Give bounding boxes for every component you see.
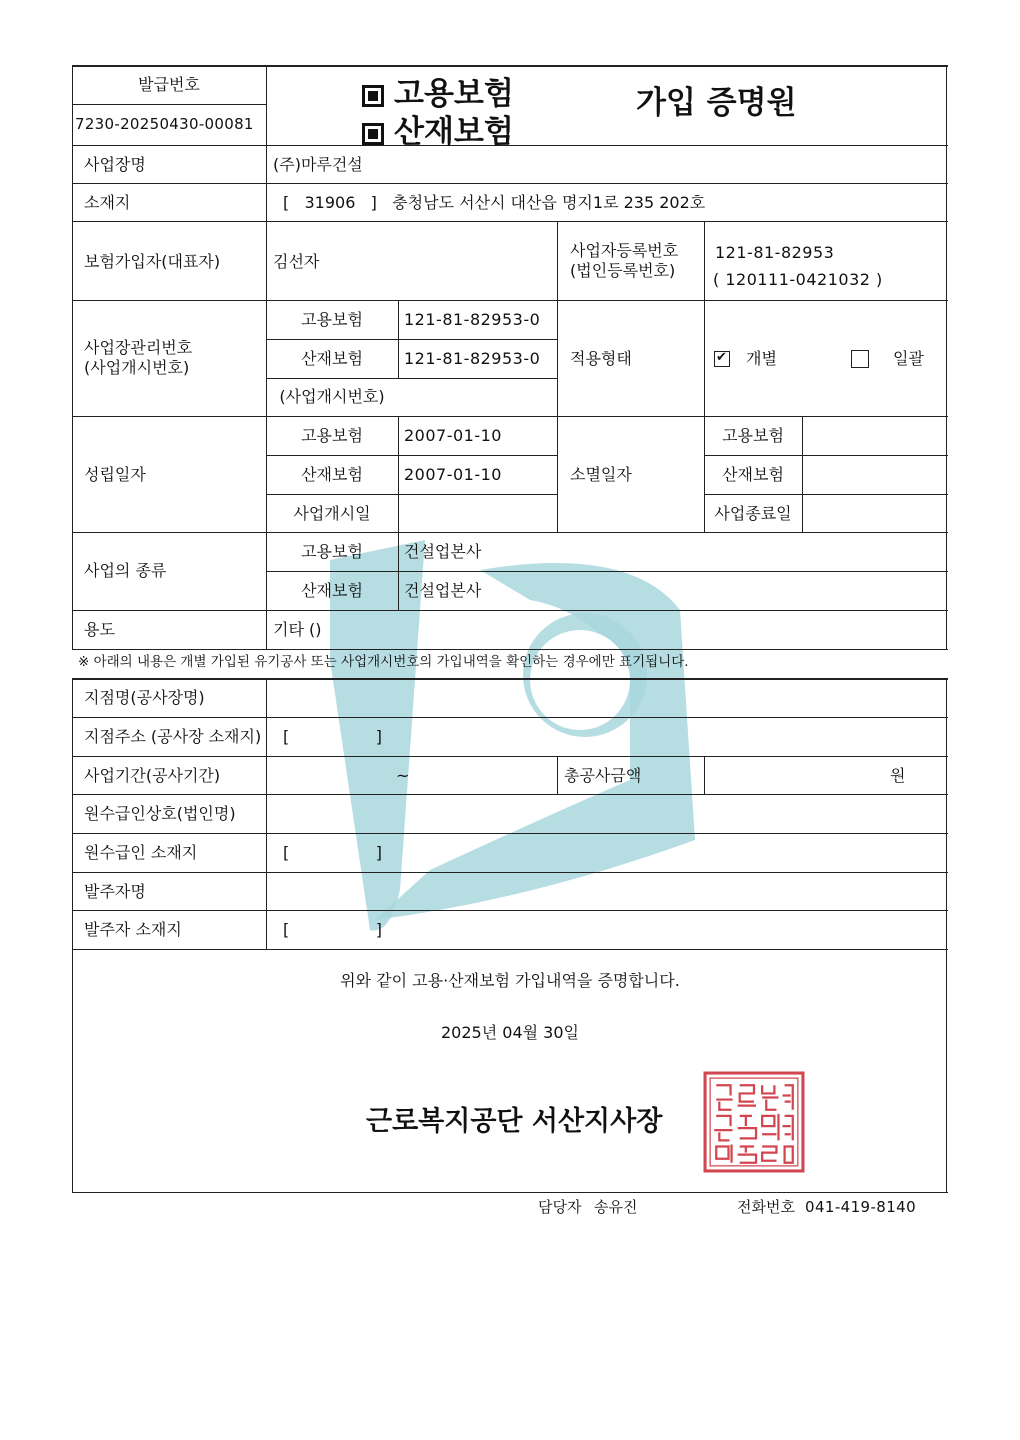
phone-label: 전화번호 bbox=[737, 1198, 795, 1216]
period-value: ~ bbox=[396, 766, 410, 785]
mgmt-industrial-no: 121-81-82953-0 bbox=[404, 349, 541, 368]
watermark-shape bbox=[530, 630, 630, 730]
individual-checkbox[interactable] bbox=[714, 351, 730, 367]
mgmt-industrial-label: 산재보험 bbox=[301, 349, 363, 368]
note-text: ※ 아래의 내용은 개별 가입된 유기공사 또는 사업개시번호의 가입내역을 확인하는 경우에만 표기됩니다. bbox=[78, 654, 689, 670]
mgmt-employment-label: 고용보험 bbox=[301, 310, 363, 329]
watermark-shape bbox=[375, 563, 695, 920]
kind-employment-value: 건설업본사 bbox=[404, 542, 482, 561]
business-address: [ 31906 ] 충청남도 서산시 대산읍 명지1로 235 202호 bbox=[283, 193, 706, 212]
insured-label: 보험가입자(대표자) bbox=[84, 252, 221, 271]
manager-name: 송유진 bbox=[594, 1198, 638, 1216]
mgmt-start-no-label: (사업개시번호) bbox=[279, 387, 385, 406]
usage-label: 용도 bbox=[84, 620, 115, 639]
start-date-label: 사업개시일 bbox=[293, 504, 371, 523]
issue-no: 7230-20250430-00081 bbox=[75, 115, 254, 133]
usage-value: 기타 () bbox=[273, 620, 322, 639]
title-employment: 고용보험 bbox=[362, 68, 514, 113]
branch-address-value: [ ] bbox=[283, 727, 382, 746]
business-name-label: 사업장명 bbox=[84, 155, 146, 174]
branch-address-label: 지점주소 (공사장 소재지) bbox=[84, 727, 262, 746]
client-name-label: 발주자명 bbox=[84, 882, 146, 901]
title-industrial: 산재보험 bbox=[362, 106, 514, 151]
phone-number: 041-419-8140 bbox=[805, 1198, 917, 1216]
est-industrial-label: 산재보험 bbox=[301, 465, 363, 484]
period-label: 사업기간(공사기간) bbox=[84, 766, 221, 785]
kind-label: 사업의 종류 bbox=[84, 561, 167, 580]
est-industrial-date: 2007-01-10 bbox=[404, 465, 502, 484]
end-date-label: 사업종료일 bbox=[714, 504, 792, 523]
apply-type-label: 적용형태 bbox=[570, 349, 632, 368]
est-employment-label: 고용보험 bbox=[301, 426, 363, 445]
total-amount-label: 총공사금액 bbox=[564, 766, 642, 785]
insured-name: 김선자 bbox=[273, 252, 320, 271]
individual-label: 개별 bbox=[746, 349, 777, 368]
contractor-address-label: 원수급인 소재지 bbox=[84, 843, 198, 862]
total-amount-unit: 원 bbox=[890, 766, 906, 785]
manager-label: 담당자 bbox=[538, 1198, 582, 1216]
contractor-address-value: [ ] bbox=[283, 843, 382, 862]
corp-no: ( 120111-0421032 ) bbox=[713, 270, 883, 289]
ext-employment-label: 고용보험 bbox=[722, 426, 784, 445]
checked-square-icon bbox=[362, 85, 384, 107]
watermark-logo bbox=[330, 540, 700, 940]
reg-label-2: (법인등록번호) bbox=[570, 261, 676, 280]
mgmt-label-1: 사업장관리번호 bbox=[84, 338, 193, 357]
established-label: 성립일자 bbox=[84, 465, 146, 484]
mgmt-employment-no: 121-81-82953-0 bbox=[404, 310, 541, 329]
extinct-label: 소멸일자 bbox=[570, 465, 632, 484]
business-name: (주)마루건설 bbox=[273, 155, 363, 174]
certify-statement: 위와 같이 고용·산재보험 가입내역을 증명합니다. bbox=[340, 971, 680, 990]
contractor-label: 원수급인상호(법인명) bbox=[84, 804, 236, 823]
est-employment-date: 2007-01-10 bbox=[404, 426, 502, 445]
branch-name-label: 지점명(공사장명) bbox=[84, 688, 205, 707]
kind-industrial-value: 건설업본사 bbox=[404, 581, 482, 600]
reg-no: 121-81-82953 bbox=[715, 243, 835, 262]
client-address-label: 발주자 소재지 bbox=[84, 920, 182, 939]
mgmt-label-2: (사업개시번호) bbox=[84, 358, 190, 377]
client-address-value: [ ] bbox=[283, 920, 382, 939]
bulk-checkbox[interactable] bbox=[851, 350, 869, 368]
issue-no-label: 발급번호 bbox=[138, 75, 200, 94]
ext-industrial-label: 산재보험 bbox=[722, 465, 784, 484]
certify-date: 2025년 04월 30일 bbox=[441, 1023, 579, 1042]
address-label: 소재지 bbox=[84, 193, 131, 212]
bulk-label: 일괄 bbox=[893, 349, 924, 368]
issuer-name: 근로복지공단 서산지사장 bbox=[366, 1106, 663, 1137]
reg-label-1: 사업자등록번호 bbox=[570, 241, 679, 260]
page-title: 가입 증명원 bbox=[636, 85, 797, 121]
check-icon: ✔ bbox=[716, 350, 727, 365]
kind-employment-label: 고용보험 bbox=[301, 542, 363, 561]
official-seal bbox=[703, 1071, 805, 1173]
checked-square-icon bbox=[362, 123, 384, 145]
kind-industrial-label: 산재보험 bbox=[301, 581, 363, 600]
